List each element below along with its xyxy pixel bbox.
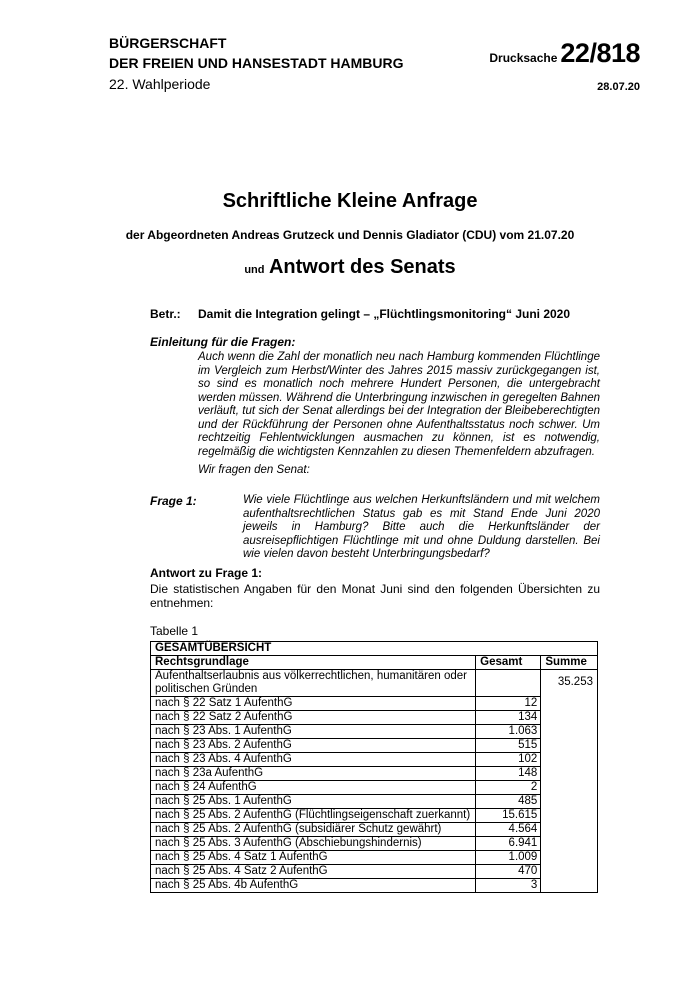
table-row <box>151 795 598 809</box>
col-header-summe: Summe <box>541 656 598 670</box>
table-row <box>151 767 598 781</box>
row-gesamt: 3 <box>476 879 541 893</box>
row-rechtsgrundlage: nach § 25 Abs. 4b AufenthG <box>151 879 476 893</box>
table-row <box>151 809 598 823</box>
row-gesamt: 12 <box>476 697 541 711</box>
page-title: Schriftliche Kleine Anfrage <box>222 190 478 212</box>
row-rechtsgrundlage: nach § 25 Abs. 4 Satz 1 AufenthG <box>151 851 476 865</box>
frage1-text: Wie viele Flüchtlinge aus welchen Herkunftsländern und mit welchem aufenthaltsrechtlichen Status gab es mit Stand Ende Juni 2020 jeweils in Hamburg? Bitte auch die Herkunftsländer der ausreisepflichtigen Flüchtlinge mit und ohne Duldung darstellen. Bei wie vielen davon besteht Unterbringungsbedarf? <box>243 494 600 561</box>
row-rechtsgrundlage: nach § 25 Abs. 3 AufenthG (Abschiebungshindernis) <box>151 837 476 851</box>
table-row <box>151 739 598 753</box>
col-header-rechtsgrundlage: Rechtsgrundlage <box>151 656 476 670</box>
table-row <box>151 851 598 865</box>
row-rechtsgrundlage: nach § 22 Satz 2 AufenthG <box>151 711 476 725</box>
row-rechtsgrundlage: nach § 25 Abs. 2 AufenthG (subsidiärer Schutz gewährt) <box>151 823 476 837</box>
parliament-city: DER FREIEN UND HANSESTADT HAMBURG <box>109 55 404 71</box>
table-row <box>151 823 598 837</box>
table-label: Tabelle 1 <box>150 624 199 638</box>
row-rechtsgrundlage: nach § 23a AufenthG <box>151 767 476 781</box>
table-row <box>151 781 598 795</box>
table-title-row <box>151 642 598 656</box>
row-gesamt: 102 <box>476 753 541 767</box>
table-row <box>151 837 598 851</box>
table-row <box>151 697 598 711</box>
wahlperiode: 22. Wahlperiode <box>109 76 211 92</box>
table-row <box>151 753 598 767</box>
antwort-text: Antwort des Senats <box>268 256 456 278</box>
group-label: Aufenthaltserlaubnis aus völkerrechtlichen, humanitären oder politischen Gründen <box>151 670 476 697</box>
betr-label: Betr.: <box>150 307 181 321</box>
row-gesamt: 148 <box>476 767 541 781</box>
group-sum: 35.253 <box>541 670 598 893</box>
row-gesamt: 15.615 <box>476 809 541 823</box>
document-date: 28.07.20 <box>597 81 640 93</box>
row-rechtsgrundlage: nach § 24 AufenthG <box>151 781 476 795</box>
antwort1-heading: Antwort zu Frage 1: <box>150 566 263 580</box>
row-gesamt: 485 <box>476 795 541 809</box>
table-row <box>151 879 598 893</box>
table-row <box>151 711 598 725</box>
frage1-label: Frage 1: <box>150 494 197 508</box>
row-rechtsgrundlage: nach § 22 Satz 1 AufenthG <box>151 697 476 711</box>
col-header-gesamt: Gesamt <box>476 656 541 670</box>
antwort-und: und <box>244 264 265 276</box>
wir-fragen: Wir fragen den Senat: <box>198 464 310 476</box>
overview-table <box>150 641 598 893</box>
table-header-row <box>151 656 598 670</box>
betr-text: Damit die Integration gelingt – „Flüchtlingsmonitoring“ Juni 2020 <box>198 307 571 321</box>
row-rechtsgrundlage: nach § 23 Abs. 2 AufenthG <box>151 739 476 753</box>
row-gesamt: 1.063 <box>476 725 541 739</box>
row-rechtsgrundlage: nach § 25 Abs. 2 AufenthG (Flüchtlingseigenschaft zuerkannt) <box>151 809 476 823</box>
row-gesamt: 470 <box>476 865 541 879</box>
row-gesamt: 1.009 <box>476 851 541 865</box>
antwort-heading <box>0 256 700 279</box>
table-row <box>151 725 598 739</box>
einleitung-heading: Einleitung für die Fragen: <box>150 335 296 349</box>
row-gesamt: 134 <box>476 711 541 725</box>
table-title: GESAMTÜBERSICHT <box>151 642 598 656</box>
row-rechtsgrundlage: nach § 25 Abs. 1 AufenthG <box>151 795 476 809</box>
einleitung-text: Auch wenn die Zahl der monatlich neu nach Hamburg kommenden Flüchtlinge im Vergleich zum Herbst/Winter des Jahres 2015 massiv zurückgegangen ist, so sind es monatlich noch mehrere Hundert Personen, die untergebracht werden müssen. Während die Unterbringung inzwischen in geregelten Bahnen verläuft, tut sich der Senat allerdings bei der Integration der Bleibeberechtigten und der Rückführung der Personen ohne Aufenthaltsstatus noch schwer. Um rechtzeitig Fehlentwicklungen ausmachen zu können, ist es notwendig, regelmäßig die wichtigsten Kennzahlen zu diesen Themenfeldern abzufragen. <box>198 351 600 458</box>
row-gesamt: 2 <box>476 781 541 795</box>
drucksache-number: 22/818 <box>560 38 640 68</box>
row-gesamt: 515 <box>476 739 541 753</box>
row-rechtsgrundlage: nach § 25 Abs. 4 Satz 2 AufenthG <box>151 865 476 879</box>
authors-line: der Abgeordneten Andreas Grutzeck und Dennis Gladiator (CDU) vom 21.07.20 <box>125 228 575 242</box>
drucksache-label: Drucksache <box>489 51 558 65</box>
row-rechtsgrundlage: nach § 23 Abs. 1 AufenthG <box>151 725 476 739</box>
table-group-row <box>151 670 598 697</box>
row-rechtsgrundlage: nach § 23 Abs. 4 AufenthG <box>151 753 476 767</box>
drucksache <box>489 38 640 69</box>
parliament-name: BÜRGERSCHAFT <box>109 35 227 51</box>
table-row <box>151 865 598 879</box>
row-gesamt: 6.941 <box>476 837 541 851</box>
row-gesamt: 4.564 <box>476 823 541 837</box>
group-gesamt <box>476 670 541 697</box>
antwort1-text: Die statistischen Angaben für den Monat Juni sind den folgenden Übersichten zu entnehmen: <box>150 582 600 610</box>
